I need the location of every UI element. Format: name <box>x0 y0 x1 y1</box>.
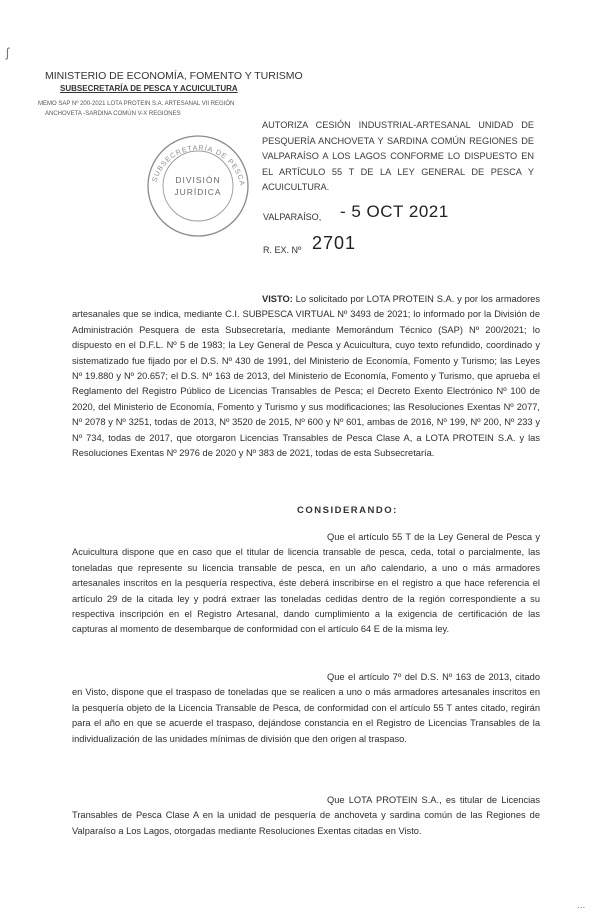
visto-label: VISTO: <box>262 294 293 304</box>
stamped-date: - 5 OCT 2021 <box>340 202 449 221</box>
memo-reference-line2: ANCHOVETA -SARDINA COMÚN V-X REGIONES <box>45 111 181 117</box>
visto-paragraph <box>72 292 540 461</box>
seal-outer-text: SUBSECRETARÍA DE PESCA <box>151 144 246 188</box>
division-juridica-seal <box>145 133 251 239</box>
place-label: VALPARAÍSO, <box>263 212 322 222</box>
considerando-text-1: Que el artículo 55 T de la Ley General de Pesca y Acuicultura dispone que en caso que el titular de licencia transable de pesca, ceda, total o parcialmente, las toneladas que represente su licencia transable de pesca, en un año calendario, a uno o más armadores artesanales inscritos en la pesquería respectiva, éste deberá inscribirse en el registro a que hace referencia el artículo 29 de la citada ley y podrá extraer las toneladas cedidas dentro de la región correspondiente a su respectiva inscripción en el Registro Artesanal, dando cumplimiento a la exigencia de certificación de las capturas al momento de desembarque de conformidad con el artículo 64 E de la misma ley. <box>72 532 540 635</box>
considerando-text-3: Que LOTA PROTEIN S.A., es titular de Licencias Transables de Pesca Clase A en la unidad de pesquería de anchoveta y sardina común de las Regiones de Valparaíso a Los Lagos, otorgadas mediante Resoluciones Exentas citadas en Visto. <box>72 795 540 836</box>
considerando-paragraph-2 <box>72 670 540 747</box>
ministry-name: MINISTERIO DE ECONOMÍA, FOMENTO Y TURISMO <box>45 70 303 82</box>
handwritten-corner-mark: ʃ <box>6 45 9 60</box>
subsecretaria-name: SUBSECRETARÍA DE PESCA Y ACUICULTURA <box>60 84 238 93</box>
seal-stamp-icon <box>145 133 251 239</box>
page-continuation-dots: ... <box>577 900 586 911</box>
visto-text: Lo solicitado por LOTA PROTEIN S.A. y por los armadores artesanales que se indica, mediante C.I. SUBPESCA VIRTUAL Nº 3493 de 2021; lo informado por la División de Administración Pesquera de esta Subsecretaría, mediante Memorándum Técnico (SAP) Nº 200/2021; lo dispuesto en el D.F.L. Nº 5 de 1983; la Ley General de Pesca y Acuicultura, cuyo texto refundido, coordinado y sistematizado fue fijado por el D.S. Nº 430 de 1991, del Ministerio de Economía, Fomento y Turismo; las Leyes Nº 19.880 y Nº 20.657; el D.S. Nº 163 de 2013, del Ministerio de Economía, Fomento y Turismo, que aprueba el Reglamento del Registro Público de Licencias Transables de Pesca; el Decreto Exento Electrónico Nº 100 de 2020, del Ministerio de Economía, Fomento y Turismo y sus modificaciones; las Resoluciones Exentas Nº 2077, Nº 2078 y Nº 3251, todas de 2013, Nº 3520 de 2015, Nº 600 y Nº 601, ambas de 2016, Nº 199, Nº 200, Nº 233 y Nº 734, todas de 2017, que otorgaron Licencias Transables de Pesca Clase A, a LOTA PROTEIN S.A. y las Resoluciones Exentas Nº 2976 de 2020 y Nº 383 de 2021, todas de esta Subsecretaría. <box>72 294 540 459</box>
considerando-heading: CONSIDERANDO: <box>297 505 398 516</box>
seal-center-line1: DIVISIÓN <box>175 175 221 185</box>
memo-reference-line1: MEMO SAP Nº 200-2021 LOTA PROTEIN S.A. ARTESANAL VII REGIÓN <box>38 101 235 107</box>
considerando-paragraph-3 <box>72 793 540 839</box>
rex-number: 2701 <box>312 233 357 253</box>
rex-label: R. EX. Nº <box>263 245 302 255</box>
resolution-subject: AUTORIZA CESIÓN INDUSTRIAL-ARTESANAL UNIDAD DE PESQUERÍA ANCHOVETA Y SARDINA COMÚN REGIONES DE VALPARAÍSO A LOS LAGOS CONFORME LO DISPUESTO EN EL ARTÍCULO 55 T DE LA LEY GENERAL DE PESCA Y ACUICULTURA. <box>262 120 534 192</box>
considerando-text-2: Que el artículo 7º del D.S. Nº 163 de 2013, citado en Visto, dispone que el traspaso de toneladas que se realicen a uno o más armadores artesanales inscritos en la pesquería objeto de la Licencia Transable de Pesca, de conformidad con el artículo 55 T antes citado, regirán para el año en que se acuerde el traspaso, dejándose constancia en el Registro de Licencias Transables de la individualización de las unidades mínimas de división que den origen al traspaso. <box>72 672 540 744</box>
seal-center-line2: JURÍDICA <box>174 187 222 197</box>
considerando-paragraph-1 <box>72 530 540 638</box>
